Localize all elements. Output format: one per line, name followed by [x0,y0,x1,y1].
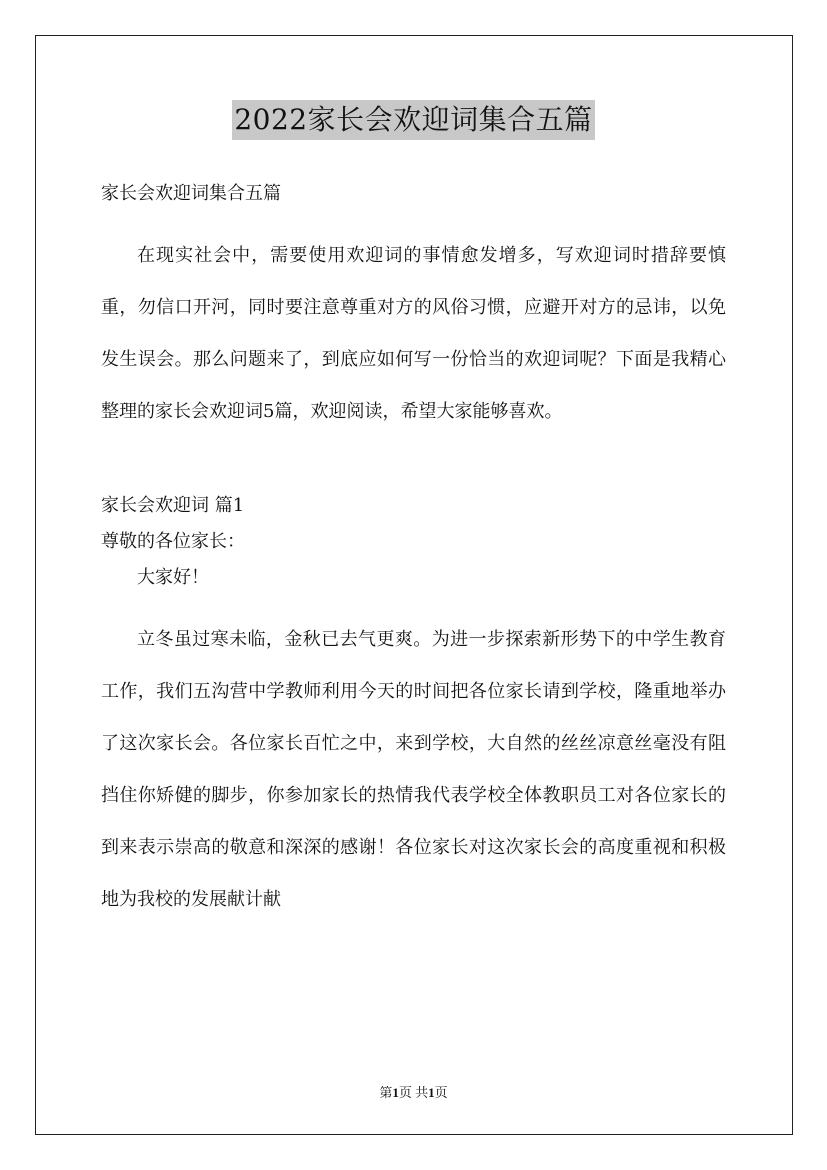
spacer [101,212,726,230]
page-label-middle: 页 共 [398,1085,429,1100]
salutation: 尊敬的各位家长： [101,531,245,552]
page-number-current: 1 [392,1085,399,1100]
section-heading: 家长会欢迎词 篇1 [101,495,245,516]
page-label-end: 页 [434,1085,448,1100]
document-subtitle: 家长会欢迎词集合五篇 [101,183,281,204]
body-paragraph: 立冬虽过寒未临，金秋已去气更爽。为进一步探索新形势下的中学生教育工作，我们五沟营中学教师利用今天的时间把各位家长请到学校，隆重地举办了这次家长会。各位家长百忙之中，来到学校，大自然的丝丝凉意丝毫没有阻挡住你矫健的脚步，你参加家长的热情我代表学校全体教职员工对各位家长的到来表示崇高的敬意和深深的感谢！各位家长对这次家长会的高度重视和积极地为我校的发展献计献 [101,629,726,910]
page-number-total: 1 [428,1085,435,1100]
page-footer [0,1083,827,1103]
document-title: 2022家长会欢迎词集合五篇 [232,100,594,140]
document-body [101,176,726,926]
spacer [101,596,726,614]
greeting: 大家好！ [137,567,209,588]
page-label-prefix: 第 [379,1085,393,1100]
title-container [0,100,827,140]
intro-paragraph: 在现实社会中，需要使用欢迎词的事情愈发增多，写欢迎词时措辞要慎重，勿信口开河，同时要注意尊重对方的风俗习惯，应避开对方的忌讳，以免发生误会。那么问题来了，到底应如何写一份恰当的欢迎词呢？下面是我精心整理的家长会欢迎词5篇，欢迎阅读，希望大家能够喜欢。 [101,245,726,422]
spacer [101,438,726,488]
